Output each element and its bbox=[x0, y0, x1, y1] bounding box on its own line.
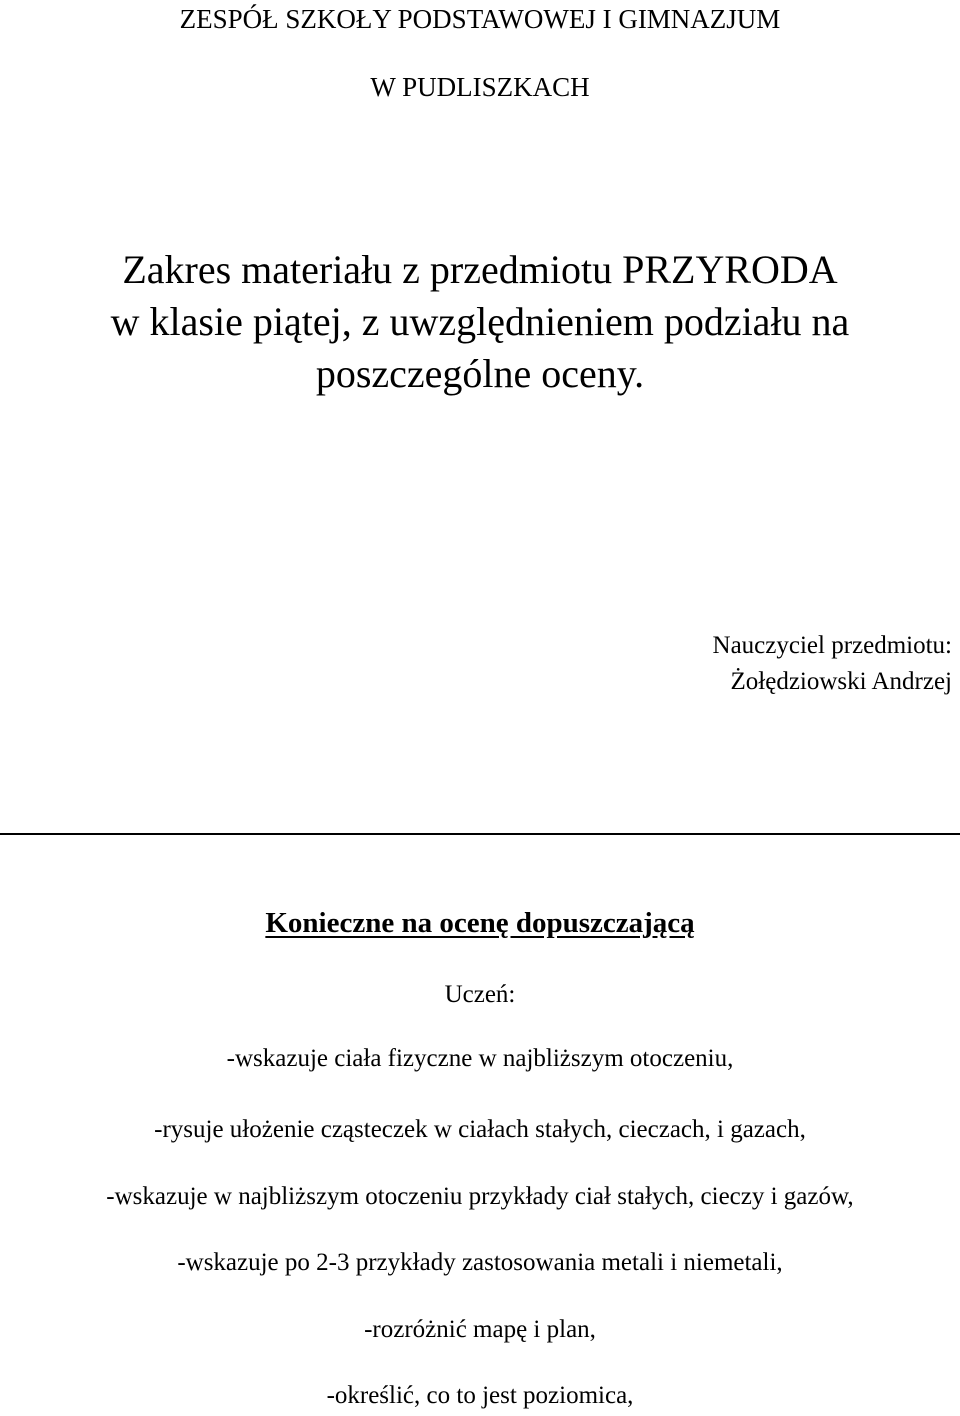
teacher-name: Żołędziowski Andrzej bbox=[730, 668, 952, 695]
title-line-2: w klasie piątej, z uwzględnieniem podziału na bbox=[110, 299, 850, 344]
teacher-label: Nauczyciel przedmiotu: bbox=[712, 632, 952, 659]
list-item: -rysuje ułożenie cząsteczek w ciałach stałych, cieczach, i gazach, bbox=[154, 1116, 806, 1143]
school-name-line-1: ZESPÓŁ SZKOŁY PODSTAWOWEJ I GIMNAZJUM bbox=[179, 4, 781, 34]
title-line-1: Zakres materiału z przedmiotu PRZYRODA bbox=[122, 247, 838, 292]
list-item: -wskazuje ciała fizyczne w najbliższym otoczeniu, bbox=[226, 1045, 734, 1072]
student-label: Uczeń: bbox=[444, 981, 516, 1008]
title-line-3: poszczególne oceny. bbox=[315, 351, 645, 396]
section-heading: Konieczne na ocenę dopuszczającą bbox=[265, 907, 695, 939]
school-name-line-2: W PUDLISZKACH bbox=[370, 72, 590, 102]
list-item: -wskazuje po 2-3 przykłady zastosowania metali i niemetali, bbox=[177, 1249, 783, 1276]
horizontal-rule bbox=[0, 833, 960, 835]
list-item: -wskazuje w najbliższym otoczeniu przykłady ciał stałych, cieczy i gazów, bbox=[106, 1183, 854, 1210]
list-item: -rozróżnić mapę i plan, bbox=[364, 1316, 596, 1343]
list-item: -określić, co to jest poziomica, bbox=[326, 1382, 634, 1409]
